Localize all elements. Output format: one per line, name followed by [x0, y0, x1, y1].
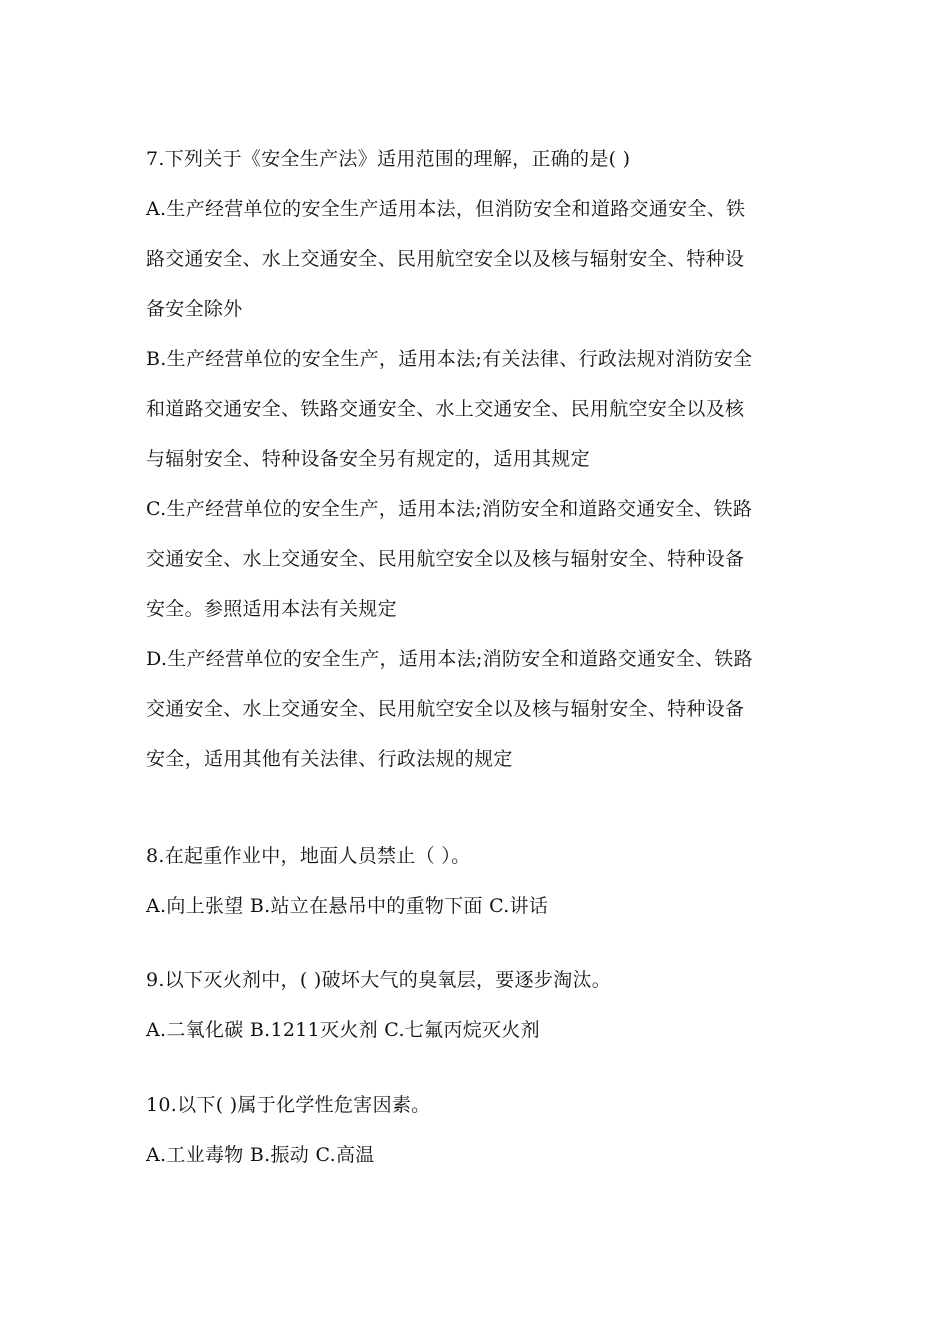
question-7-option-a-line-1: A.生产经营单位的安全生产适用本法，但消防安全和道路交通安全、铁: [146, 198, 746, 220]
question-7-stem: 7.下列关于《安全生产法》适用范围的理解，正确的是( ): [146, 148, 631, 170]
question-8-options: A.向上张望 B.站立在悬吊中的重物下面 C.讲话: [146, 895, 549, 917]
question-7-option-c-line-3: 安全。参照适用本法有关规定: [146, 598, 397, 620]
question-7-option-b-line-1: B.生产经营单位的安全生产，适用本法;有关法律、行政法规对消防安全: [146, 348, 753, 370]
question-7-option-d-line-1: D.生产经营单位的安全生产，适用本法;消防安全和道路交通安全、铁路: [146, 648, 753, 670]
question-7-option-a-line-2: 路交通安全、水上交通安全、民用航空安全以及核与辐射安全、特种设: [146, 248, 745, 270]
question-7-option-b-line-2: 和道路交通安全、铁路交通安全、水上交通安全、民用航空安全以及核: [146, 398, 745, 420]
question-9-stem: 9.以下灭火剂中，( )破坏大气的臭氧层，要逐步淘汰。: [146, 969, 612, 991]
question-9-options: A.二氧化碳 B.1211灭火剂 C.七氟丙烷灭火剂: [146, 1019, 540, 1041]
question-7-option-d-line-3: 安全，适用其他有关法律、行政法规的规定: [146, 748, 513, 770]
question-7-option-c-line-1: C.生产经营单位的安全生产，适用本法;消防安全和道路交通安全、铁路: [146, 498, 753, 520]
question-7-option-a-line-3: 备安全除外: [146, 298, 243, 320]
question-7-option-b-line-3: 与辐射安全、特种设备安全另有规定的，适用其规定: [146, 448, 590, 470]
question-10-options: A.工业毒物 B.振动 C.高温: [146, 1144, 375, 1166]
question-7-option-c-line-2: 交通安全、水上交通安全、民用航空安全以及核与辐射安全、特种设备: [146, 548, 745, 570]
question-10-stem: 10.以下( )属于化学性危害因素。: [146, 1094, 431, 1116]
question-8-stem: 8.在起重作业中，地面人员禁止（ ）。: [146, 845, 471, 867]
question-7-option-d-line-2: 交通安全、水上交通安全、民用航空安全以及核与辐射安全、特种设备: [146, 698, 745, 720]
